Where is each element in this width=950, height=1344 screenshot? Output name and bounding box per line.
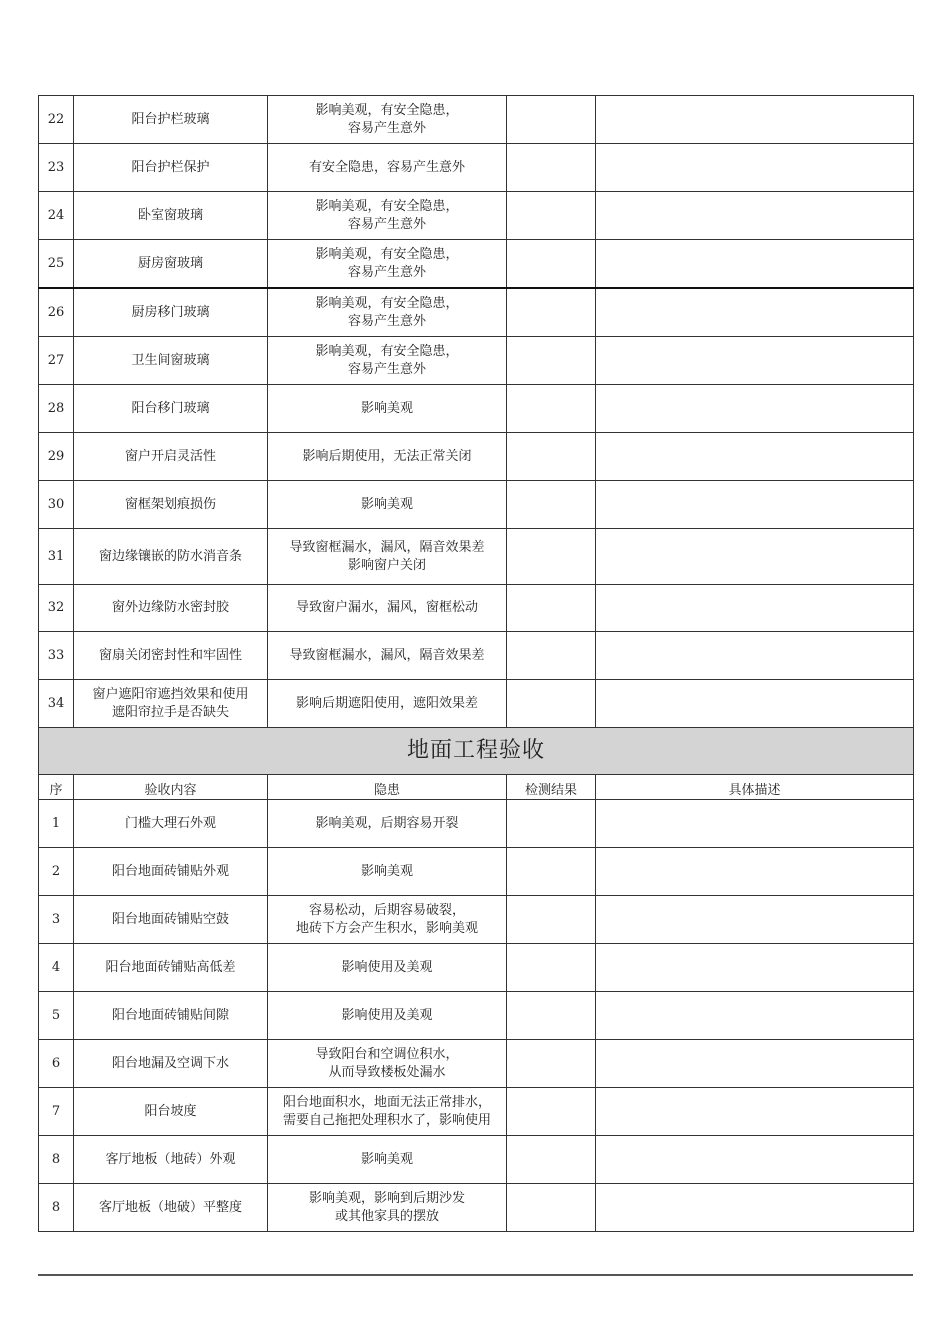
inspection-item: 阳台地面砖铺贴间隙 <box>74 992 268 1040</box>
risk-description: 导致窗框漏水，漏风，隔音效果差 <box>268 632 507 680</box>
risk-description: 影响美观，有安全隐患， 容易产生意外 <box>268 240 507 289</box>
table-row <box>39 848 914 896</box>
detail-cell[interactable] <box>596 481 914 529</box>
table-row <box>39 585 914 632</box>
inspection-item: 卧室窗玻璃 <box>74 192 268 240</box>
risk-description: 影响美观，后期容易开裂 <box>268 800 507 848</box>
row-number: 27 <box>39 337 74 385</box>
risk-description: 导致窗户漏水，漏风，窗框松动 <box>268 585 507 632</box>
column-header-item: 验收内容 <box>74 775 268 800</box>
section-title: 地面工程验收 <box>39 728 914 775</box>
table-row <box>39 192 914 240</box>
row-number: 3 <box>39 896 74 944</box>
risk-description: 导致窗框漏水，漏风，隔音效果差 影响窗户关闭 <box>268 529 507 585</box>
inspection-item: 厨房移门玻璃 <box>74 288 268 337</box>
table-row <box>39 1040 914 1088</box>
table-row <box>39 144 914 192</box>
inspection-item: 阳台地面砖铺贴外观 <box>74 848 268 896</box>
row-number: 4 <box>39 944 74 992</box>
row-number: 23 <box>39 144 74 192</box>
inspection-item: 卫生间窗玻璃 <box>74 337 268 385</box>
result-cell[interactable] <box>507 1136 596 1184</box>
table-row <box>39 1136 914 1184</box>
detail-cell[interactable] <box>596 896 914 944</box>
result-cell[interactable] <box>507 1040 596 1088</box>
table-row <box>39 632 914 680</box>
result-cell[interactable] <box>507 680 596 728</box>
row-number: 2 <box>39 848 74 896</box>
inspection-item: 门槛大理石外观 <box>74 800 268 848</box>
result-cell[interactable] <box>507 144 596 192</box>
detail-cell[interactable] <box>596 529 914 585</box>
table-row <box>39 896 914 944</box>
inspection-item: 窗户开启灵活性 <box>74 433 268 481</box>
inspection-item: 阳台地面砖铺贴空鼓 <box>74 896 268 944</box>
result-cell[interactable] <box>507 944 596 992</box>
row-number: 5 <box>39 992 74 1040</box>
inspection-item: 阳台护栏保护 <box>74 144 268 192</box>
row-number: 26 <box>39 288 74 337</box>
result-cell[interactable] <box>507 385 596 433</box>
detail-cell[interactable] <box>596 337 914 385</box>
table-row <box>39 680 914 728</box>
table-row <box>39 1184 914 1232</box>
detail-cell[interactable] <box>596 144 914 192</box>
result-cell[interactable] <box>507 288 596 337</box>
risk-description: 影响美观，有安全隐患， 容易产生意外 <box>268 337 507 385</box>
risk-description: 影响使用及美观 <box>268 944 507 992</box>
risk-description: 影响使用及美观 <box>268 992 507 1040</box>
result-cell[interactable] <box>507 337 596 385</box>
inspection-item: 客厅地板（地破）平整度 <box>74 1184 268 1232</box>
result-cell[interactable] <box>507 1088 596 1136</box>
detail-cell[interactable] <box>596 433 914 481</box>
risk-description: 导致阳台和空调位积水， 从而导致楼板处漏水 <box>268 1040 507 1088</box>
row-number: 31 <box>39 529 74 585</box>
detail-cell[interactable] <box>596 632 914 680</box>
risk-description: 影响后期遮阳使用，遮阳效果差 <box>268 680 507 728</box>
row-number: 34 <box>39 680 74 728</box>
table-row <box>39 337 914 385</box>
result-cell[interactable] <box>507 96 596 144</box>
risk-description: 影响美观 <box>268 385 507 433</box>
detail-cell[interactable] <box>596 992 914 1040</box>
row-number: 29 <box>39 433 74 481</box>
detail-cell[interactable] <box>596 585 914 632</box>
inspection-item: 阳台坡度 <box>74 1088 268 1136</box>
table-row <box>39 96 914 144</box>
risk-description: 影响美观，有安全隐患， 容易产生意外 <box>268 96 507 144</box>
result-cell[interactable] <box>507 800 596 848</box>
detail-cell[interactable] <box>596 1040 914 1088</box>
detail-cell[interactable] <box>596 192 914 240</box>
table-row <box>39 288 914 337</box>
result-cell[interactable] <box>507 585 596 632</box>
result-cell[interactable] <box>507 632 596 680</box>
result-cell[interactable] <box>507 240 596 289</box>
inspection-table <box>38 95 914 1232</box>
result-cell[interactable] <box>507 433 596 481</box>
result-cell[interactable] <box>507 848 596 896</box>
table-row <box>39 433 914 481</box>
detail-cell[interactable] <box>596 800 914 848</box>
column-header-no: 序 <box>39 775 74 800</box>
detail-cell[interactable] <box>596 1136 914 1184</box>
table-row <box>39 992 914 1040</box>
column-header-risk: 隐患 <box>268 775 507 800</box>
risk-description: 影响美观 <box>268 1136 507 1184</box>
row-number: 33 <box>39 632 74 680</box>
inspection-item: 窗框架划痕损伤 <box>74 481 268 529</box>
risk-description: 容易松动，后期容易破裂， 地砖下方会产生积水，影响美观 <box>268 896 507 944</box>
row-number: 30 <box>39 481 74 529</box>
risk-description: 阳台地面积水，地面无法正常排水， 需要自己拖把处理积水了，影响使用 <box>268 1088 507 1136</box>
inspection-item: 窗边缘镶嵌的防水消音条 <box>74 529 268 585</box>
row-number: 24 <box>39 192 74 240</box>
risk-description: 影响美观，有安全隐患， 容易产生意外 <box>268 192 507 240</box>
detail-cell[interactable] <box>596 96 914 144</box>
column-header-desc: 具体描述 <box>596 775 914 800</box>
inspection-item: 阳台移门玻璃 <box>74 385 268 433</box>
column-header-row <box>39 775 914 800</box>
risk-description: 影响美观，影响到后期沙发 或其他家具的摆放 <box>268 1184 507 1232</box>
result-cell[interactable] <box>507 1184 596 1232</box>
risk-description: 有安全隐患，容易产生意外 <box>268 144 507 192</box>
result-cell[interactable] <box>507 192 596 240</box>
detail-cell[interactable] <box>596 288 914 337</box>
inspection-item: 窗外边缘防水密封胶 <box>74 585 268 632</box>
result-cell[interactable] <box>507 896 596 944</box>
inspection-item: 厨房窗玻璃 <box>74 240 268 289</box>
risk-description: 影响后期使用，无法正常关闭 <box>268 433 507 481</box>
table-row <box>39 529 914 585</box>
detail-cell[interactable] <box>596 240 914 289</box>
detail-cell[interactable] <box>596 1184 914 1232</box>
row-number: 6 <box>39 1040 74 1088</box>
row-number: 7 <box>39 1088 74 1136</box>
detail-cell[interactable] <box>596 385 914 433</box>
section-header-row <box>39 728 914 775</box>
row-number: 8 <box>39 1136 74 1184</box>
table-row <box>39 481 914 529</box>
inspection-item: 窗户遮阳帘遮挡效果和使用 遮阳帘拉手是否缺失 <box>74 680 268 728</box>
result-cell[interactable] <box>507 481 596 529</box>
row-number: 1 <box>39 800 74 848</box>
inspection-item: 窗扇关闭密封性和牢固性 <box>74 632 268 680</box>
column-header-result: 检测结果 <box>507 775 596 800</box>
detail-cell[interactable] <box>596 944 914 992</box>
row-number: 32 <box>39 585 74 632</box>
detail-cell[interactable] <box>596 1088 914 1136</box>
table-row <box>39 1088 914 1136</box>
inspection-item: 阳台护栏玻璃 <box>74 96 268 144</box>
footer-divider <box>38 1274 913 1276</box>
result-cell[interactable] <box>507 992 596 1040</box>
result-cell[interactable] <box>507 529 596 585</box>
row-number: 22 <box>39 96 74 144</box>
row-number: 8 <box>39 1184 74 1232</box>
table-row <box>39 385 914 433</box>
inspection-item: 客厅地板（地砖）外观 <box>74 1136 268 1184</box>
row-number: 28 <box>39 385 74 433</box>
table-row <box>39 240 914 289</box>
table-row <box>39 944 914 992</box>
risk-description: 影响美观，有安全隐患， 容易产生意外 <box>268 288 507 337</box>
detail-cell[interactable] <box>596 848 914 896</box>
risk-description: 影响美观 <box>268 481 507 529</box>
inspection-item: 阳台地面砖铺贴高低差 <box>74 944 268 992</box>
inspection-sheet <box>38 95 913 1232</box>
table-row <box>39 800 914 848</box>
row-number: 25 <box>39 240 74 289</box>
detail-cell[interactable] <box>596 680 914 728</box>
inspection-item: 阳台地漏及空调下水 <box>74 1040 268 1088</box>
risk-description: 影响美观 <box>268 848 507 896</box>
